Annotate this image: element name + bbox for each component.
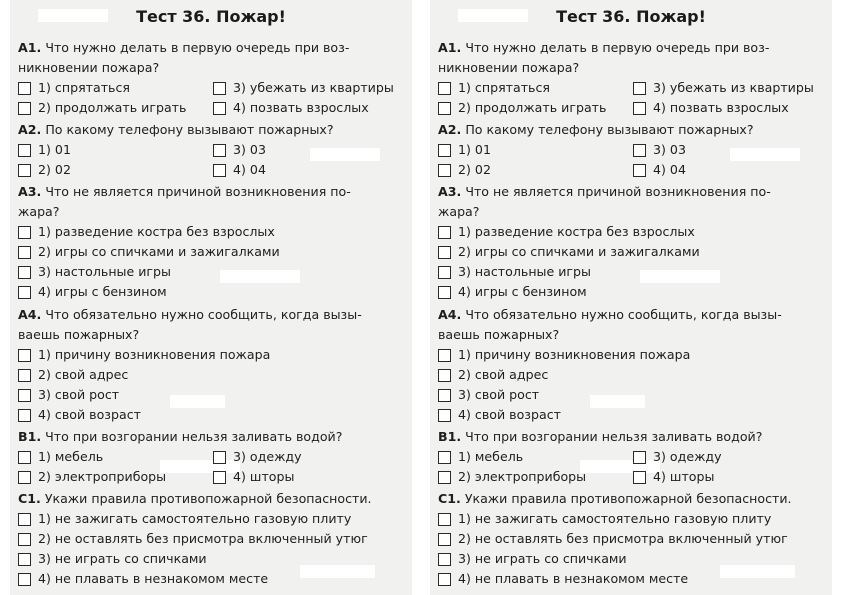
answer-option[interactable]: [18, 282, 167, 302]
question-text-continued: ваешь пожарных?: [18, 327, 140, 342]
question-text: Укажи правила противопожарной безопасности.: [464, 491, 792, 506]
question-text: Что не является причиной возникновения по-: [45, 184, 351, 199]
question-text-continued: жара?: [438, 204, 480, 219]
question-text: Что нужно делать в первую очередь при воз-: [45, 40, 350, 55]
scan-blot: [170, 395, 225, 408]
answer-checkbox[interactable]: [438, 286, 451, 299]
answer-label: 4) позвать взрослых: [653, 100, 789, 115]
answer-checkbox[interactable]: [438, 349, 451, 362]
answer-option[interactable]: [18, 385, 119, 405]
answer-checkbox[interactable]: [18, 82, 31, 95]
answer-option[interactable]: [438, 282, 587, 302]
answer-label: 4) игры с бензином: [458, 284, 587, 299]
answer-label: 4) 04: [233, 162, 266, 177]
answer-option[interactable]: [213, 78, 394, 98]
answer-checkbox[interactable]: [18, 246, 31, 259]
question-code: С1.: [438, 491, 461, 506]
answer-label: 1) 01: [458, 142, 491, 157]
question-text: Что не является причиной возникновения по-: [465, 184, 771, 199]
answer-option[interactable]: [18, 569, 268, 589]
answer-checkbox[interactable]: [18, 573, 31, 586]
scan-blot: [590, 395, 645, 408]
test-title: Тест 36. Пожар!: [556, 7, 706, 26]
answer-option[interactable]: [213, 140, 266, 160]
question-text: По какому телефону вызывают пожарных?: [465, 122, 754, 137]
answer-label: 2) продолжать играть: [458, 100, 607, 115]
answer-label: 2) свой адрес: [458, 367, 549, 382]
answer-option[interactable]: [438, 405, 561, 425]
answer-label: 1) причину возникновения пожара: [458, 347, 691, 362]
answer-label: 1) мебель: [458, 449, 524, 464]
answer-label: 1) разведение костра без взрослых: [38, 224, 275, 239]
answer-checkbox[interactable]: [18, 349, 31, 362]
answer-label: 1) спрятаться: [38, 80, 130, 95]
answer-option[interactable]: [18, 509, 351, 529]
answer-option[interactable]: [438, 140, 491, 160]
answer-label: 2) 02: [38, 162, 71, 177]
answer-option[interactable]: [18, 222, 275, 242]
question-code: А4.: [18, 307, 42, 322]
answer-checkbox[interactable]: [438, 82, 451, 95]
scan-blot: [310, 148, 380, 161]
answer-option[interactable]: [633, 467, 714, 487]
answer-label: 2) 02: [458, 162, 491, 177]
answer-option[interactable]: [18, 405, 141, 425]
question-text: Что обязательно нужно сообщить, когда вызы-: [465, 307, 782, 322]
answer-option[interactable]: [438, 160, 491, 180]
answer-checkbox[interactable]: [438, 471, 451, 484]
answer-label: 3) настольные игры: [38, 264, 171, 279]
answer-option[interactable]: [438, 529, 788, 549]
answer-checkbox[interactable]: [438, 451, 451, 464]
answer-option[interactable]: [633, 140, 686, 160]
answer-option[interactable]: [438, 467, 586, 487]
question-text: Что при возгорании нельзя заливать водой?: [465, 429, 763, 444]
question-5: [438, 427, 830, 447]
answer-label: 4) позвать взрослых: [233, 100, 369, 115]
question-1: [18, 38, 410, 78]
answer-checkbox[interactable]: [438, 226, 451, 239]
answer-checkbox[interactable]: [18, 533, 31, 546]
answer-checkbox[interactable]: [213, 471, 226, 484]
answer-checkbox[interactable]: [438, 409, 451, 422]
answer-checkbox[interactable]: [213, 144, 226, 157]
answer-option[interactable]: [18, 549, 207, 569]
answer-option[interactable]: [18, 447, 103, 467]
answer-label: 3) одежду: [233, 449, 302, 464]
test-column-left: [10, 0, 412, 595]
question-1: [438, 38, 830, 78]
answer-option[interactable]: [633, 160, 686, 180]
answer-label: 2) электроприборы: [458, 469, 587, 484]
question-code: А3.: [18, 184, 42, 199]
answer-checkbox[interactable]: [438, 246, 451, 259]
test-column-right: [430, 0, 832, 595]
scan-blot: [730, 148, 800, 161]
answer-option[interactable]: [438, 549, 627, 569]
question-code: А2.: [18, 122, 42, 137]
answer-checkbox[interactable]: [18, 471, 31, 484]
answer-checkbox[interactable]: [633, 144, 646, 157]
question-3: [438, 182, 830, 222]
answer-checkbox[interactable]: [213, 451, 226, 464]
question-code: В1.: [18, 429, 42, 444]
answer-option[interactable]: [438, 98, 606, 118]
answer-checkbox[interactable]: [18, 369, 31, 382]
answer-option[interactable]: [18, 160, 71, 180]
answer-option[interactable]: [438, 78, 550, 98]
question-text-continued: никновении пожара?: [438, 60, 580, 75]
answer-label: 1) мебель: [38, 449, 104, 464]
answer-option[interactable]: [438, 222, 695, 242]
answer-option[interactable]: [18, 345, 270, 365]
question-code: А4.: [438, 307, 462, 322]
answer-label: 3) настольные игры: [458, 264, 591, 279]
answer-option[interactable]: [18, 98, 186, 118]
answer-option[interactable]: [438, 509, 771, 529]
answer-label: 4) свой возраст: [38, 407, 141, 422]
question-3: [18, 182, 410, 222]
answer-label: 4) шторы: [653, 469, 715, 484]
question-text: Укажи правила противопожарной безопасности.: [44, 491, 372, 506]
question-text-continued: жара?: [18, 204, 60, 219]
answer-option[interactable]: [438, 569, 688, 589]
answer-label: 1) не зажигать самостоятельно газовую плиту: [458, 511, 772, 526]
answer-checkbox[interactable]: [18, 102, 31, 115]
answer-checkbox[interactable]: [213, 102, 226, 115]
question-text: Что обязательно нужно сообщить, когда вызы-: [45, 307, 362, 322]
answer-checkbox[interactable]: [18, 451, 31, 464]
answer-option[interactable]: [438, 447, 523, 467]
scan-blot: [300, 565, 375, 578]
answer-label: 4) 04: [653, 162, 686, 177]
answer-label: 4) шторы: [233, 469, 295, 484]
answer-label: 3) одежду: [653, 449, 722, 464]
answer-checkbox[interactable]: [438, 144, 451, 157]
answer-label: 3) не играть со спичками: [38, 551, 207, 566]
answer-checkbox[interactable]: [18, 553, 31, 566]
question-code: А3.: [438, 184, 462, 199]
answer-label: 4) свой возраст: [458, 407, 561, 422]
answer-checkbox[interactable]: [18, 144, 31, 157]
answer-option[interactable]: [18, 529, 368, 549]
question-6: [438, 489, 830, 509]
answer-checkbox[interactable]: [213, 164, 226, 177]
answer-checkbox[interactable]: [18, 389, 31, 402]
answer-checkbox[interactable]: [438, 164, 451, 177]
answer-label: 2) продолжать играть: [38, 100, 187, 115]
answer-option[interactable]: [633, 98, 789, 118]
answer-option[interactable]: [213, 467, 294, 487]
question-code: А2.: [438, 122, 462, 137]
answer-option[interactable]: [438, 365, 548, 385]
answer-checkbox[interactable]: [438, 533, 451, 546]
answer-option[interactable]: [18, 467, 166, 487]
answer-option[interactable]: [18, 140, 71, 160]
answer-checkbox[interactable]: [438, 553, 451, 566]
answer-checkbox[interactable]: [18, 286, 31, 299]
answer-checkbox[interactable]: [18, 164, 31, 177]
answer-option[interactable]: [438, 345, 690, 365]
answer-option[interactable]: [18, 242, 280, 262]
test-title: Тест 36. Пожар!: [136, 7, 286, 26]
answer-checkbox[interactable]: [213, 82, 226, 95]
answer-checkbox[interactable]: [18, 409, 31, 422]
question-text: По какому телефону вызывают пожарных?: [45, 122, 334, 137]
answer-label: 2) игры со спичками и зажигалками: [458, 244, 700, 259]
answer-label: 3) свой рост: [458, 387, 540, 402]
question-code: С1.: [18, 491, 41, 506]
answer-label: 2) не оставлять без присмотра включенный утюг: [38, 531, 368, 546]
answer-label: 1) не зажигать самостоятельно газовую плиту: [38, 511, 352, 526]
question-2: [438, 120, 830, 140]
question-code: А1.: [438, 40, 462, 55]
answer-option[interactable]: [213, 160, 266, 180]
answer-label: 1) причину возникновения пожара: [38, 347, 271, 362]
answer-checkbox[interactable]: [18, 226, 31, 239]
question-4: [18, 305, 410, 345]
answer-label: 4) не плавать в незнакомом месте: [38, 571, 269, 586]
answer-option[interactable]: [213, 447, 302, 467]
answer-option[interactable]: [438, 385, 539, 405]
question-code: В1.: [438, 429, 462, 444]
answer-label: 3) 03: [233, 142, 266, 157]
answer-checkbox[interactable]: [18, 266, 31, 279]
question-text-continued: ваешь пожарных?: [438, 327, 560, 342]
answer-label: 3) убежать из квартиры: [653, 80, 814, 95]
answer-checkbox[interactable]: [633, 82, 646, 95]
answer-checkbox[interactable]: [438, 266, 451, 279]
scan-blot: [720, 565, 795, 578]
question-6: [18, 489, 410, 509]
answer-label: 4) не плавать в незнакомом месте: [458, 571, 689, 586]
answer-label: 2) электроприборы: [38, 469, 167, 484]
question-text: Что нужно делать в первую очередь при воз-: [465, 40, 770, 55]
question-2: [18, 120, 410, 140]
question-4: [438, 305, 830, 345]
answer-checkbox[interactable]: [438, 369, 451, 382]
answer-option[interactable]: [633, 447, 722, 467]
question-5: [18, 427, 410, 447]
answer-option[interactable]: [438, 242, 700, 262]
question-text-continued: никновении пожара?: [18, 60, 160, 75]
answer-option[interactable]: [213, 98, 369, 118]
answer-label: 1) разведение костра без взрослых: [458, 224, 695, 239]
answer-label: 3) свой рост: [38, 387, 120, 402]
scan-blot: [640, 270, 720, 283]
scan-blot: [220, 270, 300, 283]
answer-option[interactable]: [633, 78, 814, 98]
answer-checkbox[interactable]: [633, 164, 646, 177]
answer-label: 2) не оставлять без присмотра включенный утюг: [458, 531, 788, 546]
answer-checkbox[interactable]: [438, 513, 451, 526]
answer-option[interactable]: [18, 262, 171, 282]
answer-checkbox[interactable]: [633, 102, 646, 115]
answer-checkbox[interactable]: [438, 102, 451, 115]
answer-label: 2) свой адрес: [38, 367, 129, 382]
answer-checkbox[interactable]: [18, 513, 31, 526]
answer-label: 4) игры с бензином: [38, 284, 167, 299]
answer-label: 3) убежать из квартиры: [233, 80, 394, 95]
answer-label: 1) 01: [38, 142, 71, 157]
answer-checkbox[interactable]: [633, 471, 646, 484]
question-code: А1.: [18, 40, 42, 55]
answer-label: 1) спрятаться: [458, 80, 550, 95]
answer-label: 2) игры со спичками и зажигалками: [38, 244, 280, 259]
answer-option[interactable]: [438, 262, 591, 282]
answer-option[interactable]: [18, 78, 130, 98]
answer-label: 3) 03: [653, 142, 686, 157]
answer-option[interactable]: [18, 365, 128, 385]
answer-checkbox[interactable]: [438, 389, 451, 402]
answer-checkbox[interactable]: [633, 451, 646, 464]
answer-checkbox[interactable]: [438, 573, 451, 586]
question-text: Что при возгорании нельзя заливать водой?: [45, 429, 343, 444]
answer-label: 3) не играть со спичками: [458, 551, 627, 566]
